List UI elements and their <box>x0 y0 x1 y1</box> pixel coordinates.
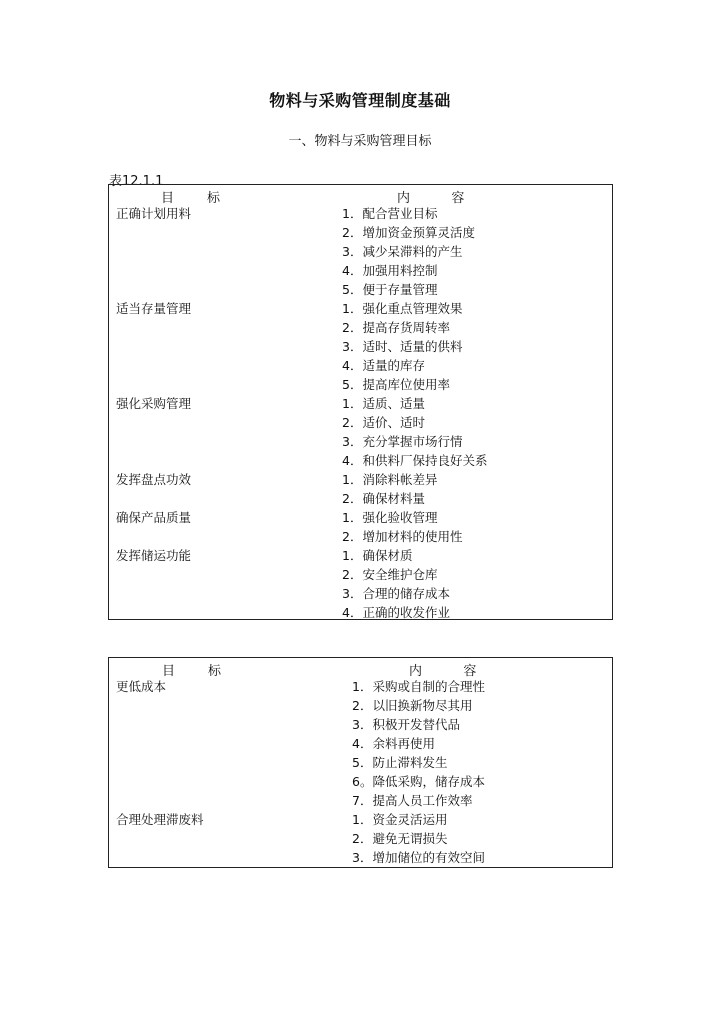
table-row <box>109 753 612 772</box>
content-cell: 2．确保材料量 <box>342 491 425 506</box>
table-row <box>109 715 612 734</box>
content-cell: 7．提高人员工作效率 <box>352 793 473 808</box>
table-row <box>109 318 612 337</box>
goal-cell: 合理处理滞废料 <box>116 812 204 827</box>
table-header <box>109 185 612 204</box>
content-cell: 1．强化重点管理效果 <box>342 301 463 316</box>
content-cell: 2．提高存货周转率 <box>342 320 450 335</box>
content-cell: 3．增加储位的有效空间 <box>352 850 485 865</box>
content-cell: 1．配合营业目标 <box>342 206 438 221</box>
goal-cell: 发挥储运功能 <box>116 548 192 563</box>
content-cell: 4．余料再使用 <box>352 736 435 751</box>
content-cell: 3．适时、适量的供料 <box>342 339 463 354</box>
content-cell: 2．增加材料的使用性 <box>342 529 463 544</box>
content-cell: 2．安全维护仓库 <box>342 567 438 582</box>
table-row <box>109 584 612 603</box>
table-row <box>109 791 612 810</box>
table-row <box>109 810 612 829</box>
table-row <box>109 489 612 508</box>
document-title: 物料与采购管理制度基础 <box>269 91 451 110</box>
table-row <box>109 508 612 527</box>
table-row <box>109 546 612 565</box>
content-cell: 3．充分掌握市场行情 <box>342 434 463 449</box>
header-content: 内 容 <box>397 191 465 206</box>
content-cell: 6。降低采购，储存成本 <box>352 774 485 789</box>
goal-cell: 发挥盘点功效 <box>116 472 192 487</box>
table-row <box>109 413 612 432</box>
table-row <box>109 829 612 848</box>
content-cell: 3．合理的储存成本 <box>342 586 450 601</box>
goal-cell: 确保产品质量 <box>116 510 192 525</box>
content-cell: 4．和供料厂保持良好关系 <box>342 453 488 468</box>
section-heading: 一、物料与采购管理目标 <box>288 134 432 149</box>
table-row <box>109 470 612 489</box>
table-row <box>109 394 612 413</box>
content-cell: 1．消除料帐差异 <box>342 472 438 487</box>
goal-cell: 正确计划用料 <box>116 206 192 221</box>
table-row <box>109 356 612 375</box>
content-cell: 1．确保材质 <box>342 548 413 563</box>
content-cell: 1．适质、适量 <box>342 396 425 411</box>
content-cell: 4．加强用料控制 <box>342 263 438 278</box>
table-row <box>109 337 612 356</box>
table-row <box>109 242 612 261</box>
content-cell: 1．资金灵活运用 <box>352 812 448 827</box>
table-row <box>109 223 612 242</box>
goals-table-1 <box>108 184 613 620</box>
content-cell: 4．正确的收发作业 <box>342 605 450 620</box>
content-cell: 1．强化验收管理 <box>342 510 438 525</box>
header-content: 内 容 <box>409 664 477 679</box>
content-cell: 1．采购或自制的合理性 <box>352 679 485 694</box>
table-row <box>109 734 612 753</box>
goal-cell: 适当存量管理 <box>116 301 192 316</box>
goals-table-2 <box>108 657 613 868</box>
content-cell: 4．适量的库存 <box>342 358 425 373</box>
table-body <box>109 677 612 867</box>
table-row <box>109 603 612 622</box>
content-cell: 5．提高库位使用率 <box>342 377 450 392</box>
table-row <box>109 261 612 280</box>
table-row <box>109 848 612 867</box>
table-header <box>109 658 612 677</box>
table-label: 表12.1.1 <box>109 174 164 189</box>
content-cell: 5．便于存量管理 <box>342 282 438 297</box>
content-cell: 3．积极开发替代品 <box>352 717 460 732</box>
goal-cell: 更低成本 <box>116 679 167 694</box>
content-cell: 3．减少呆滞料的产生 <box>342 244 463 259</box>
table-row <box>109 375 612 394</box>
table-row <box>109 527 612 546</box>
content-cell: 2．增加资金预算灵活度 <box>342 225 475 240</box>
header-goal: 目 标 <box>162 664 222 679</box>
table-row <box>109 451 612 470</box>
table-row <box>109 432 612 451</box>
goal-cell: 强化采购管理 <box>116 396 192 411</box>
table-body <box>109 204 612 622</box>
content-cell: 2．避免无谓损失 <box>352 831 448 846</box>
header-goal: 目 标 <box>161 191 221 206</box>
table-row <box>109 696 612 715</box>
content-cell: 5．防止滞料发生 <box>352 755 448 770</box>
table-row <box>109 204 612 223</box>
table-row <box>109 677 612 696</box>
table-row <box>109 299 612 318</box>
content-cell: 2．适价、适时 <box>342 415 425 430</box>
table-row <box>109 280 612 299</box>
table-row <box>109 772 612 791</box>
table-row <box>109 565 612 584</box>
content-cell: 2．以旧换新物尽其用 <box>352 698 473 713</box>
